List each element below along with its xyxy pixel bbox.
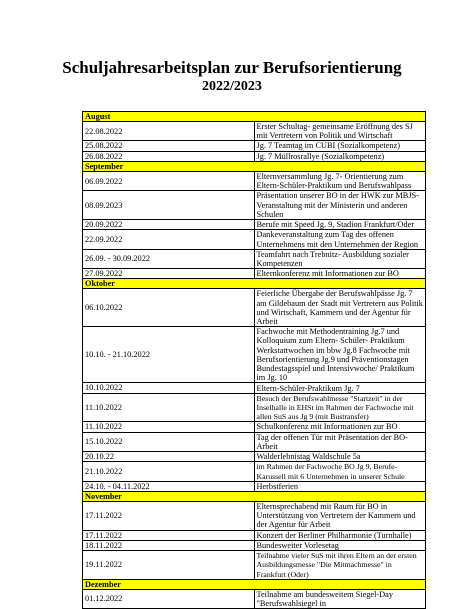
table-row — [83, 422, 426, 432]
table-row — [83, 269, 426, 279]
event-date: 18.11.2022 — [83, 540, 255, 550]
month-header-row — [83, 492, 426, 502]
event-date: 08.09.2023 — [83, 191, 255, 220]
event-date: 17.11.2022 — [83, 502, 255, 531]
table-row — [83, 122, 426, 141]
event-description: Präsentation unserer BO in der HWK zur MBJS- Veranstaltung mit der Ministerin und anderen Schulen — [254, 191, 426, 220]
table-row — [83, 452, 426, 462]
event-description: Walderlebnistag Waldschule 5a — [254, 452, 426, 462]
event-description: im Rahmen der Fachwoche BO Jg 9, Berufe-Karussell mit 6 Unternehmen in unserer Schule — [254, 462, 426, 481]
month-name: September — [83, 162, 426, 172]
month-name: November — [83, 492, 426, 502]
event-date: 26.09. - 30.09.2022 — [83, 249, 255, 268]
event-description: Jg. 7 Müllrosrallye (Sozialkompetenz) — [254, 151, 426, 161]
event-description: Jg. 7 Teamtag im CUBI (Sozialkompetenz) — [254, 141, 426, 151]
event-date: 20.09.2022 — [83, 220, 255, 230]
table-row — [83, 432, 426, 451]
event-description: Herbstferien — [254, 481, 426, 491]
event-date: 06.10.2022 — [83, 289, 255, 327]
table-row — [83, 540, 426, 550]
event-date: 10.10.2022 — [83, 383, 255, 393]
table-row — [83, 151, 426, 161]
event-date: 27.09.2022 — [83, 269, 255, 279]
event-description: Elternsprechabend mit Raum für BO in Unterstützung von Vertretern der Kammern und der Agentur für Arbeit — [254, 502, 426, 531]
event-date: 10.10. - 21.10.2022 — [83, 327, 255, 383]
event-description: Elternkonferenz mit Informationen zur BO — [254, 269, 426, 279]
month-header-row — [83, 579, 426, 589]
event-description: Teilnahme am bundesweitem Siegel-Day "Berufswahlsiegel in — [254, 589, 426, 608]
event-date: 22.09.2022 — [83, 230, 255, 249]
event-date: 11.10.2022 — [83, 422, 255, 432]
table-row — [83, 551, 426, 580]
event-description: Teilnahme vieler SuS mit ihren Eltern an der ersten Ausbildungsmesse "Die Mitmachmesse" in Frankfurt (Oder) — [254, 551, 426, 580]
month-name: Oktober — [83, 279, 426, 289]
event-date: 11.10.2022 — [83, 393, 255, 422]
page-subtitle: 2022/2023 — [202, 79, 262, 94]
event-description: Dankeveranstaltung zum Tag des offenen Unternehmens mit den Unternehmen der Region — [254, 230, 426, 249]
event-description: Elternversammlung Jg. 7- Orientierung zum Eltern-Schüler-Praktikum und Berufswahlpass — [254, 172, 426, 191]
schedule-table — [82, 111, 426, 609]
event-description: Tag der offenen Tür mit Präsentation der BO-Arbeit — [254, 432, 426, 451]
table-row — [83, 141, 426, 151]
event-description: Teamfahrt nach Trebnitz- Ausbildung sozialer Kompetenzen — [254, 249, 426, 268]
event-date: 21.10.2022 — [83, 462, 255, 481]
table-row — [83, 220, 426, 230]
event-date: 17.11.2022 — [83, 530, 255, 540]
event-description: Feierliche Übergabe der Berufswahlpässe Jg. 7 am Gildebaum der Stadt mit Vertretern aus Politik und Wirtschaft, Kammern und der Agentur für Arbeit — [254, 289, 426, 327]
table-row — [83, 393, 426, 422]
table-row — [83, 191, 426, 220]
event-date: 25.08.2022 — [83, 141, 255, 151]
table-row — [83, 230, 426, 249]
page-title: Schuljahresarbeitsplan zur Berufsorientierung — [62, 58, 402, 77]
event-description: Fachwoche mit Methodentraining Jg.7 und Kolloquium zum Eltern- Schüler- Praktikum Werkstattwochen im bbw Jg.8 Fachwoche mit Berufsorientierung Jg.9 und Präventionstagen Bundestagsspiel und Intensivwoche/ Praktikum im Jg. 10 — [254, 327, 426, 383]
event-date: 01.12.2022 — [83, 589, 255, 608]
event-description: Schulkonferenz mit Informationen zur BO — [254, 422, 426, 432]
event-date: 24.10. - 04.11.2022 — [83, 481, 255, 491]
event-description: Berufe mit Speed Jg. 9, Stadion Frankfurt/Oder — [254, 220, 426, 230]
table-row — [83, 462, 426, 481]
table-row — [83, 589, 426, 608]
table-row — [83, 289, 426, 327]
event-date: 15.10.2022 — [83, 432, 255, 451]
event-date: 06.09.2022 — [83, 172, 255, 191]
table-row — [83, 481, 426, 491]
event-description: Besuch der Berufswahlmesse "Startzeit" in der Inselhalle in EHSt im Rahmen der Fachwoche mit allen SuS aus Jg 9 (mit Bustransfer) — [254, 393, 426, 422]
event-description: Bundesweiter Vorlesetag — [254, 540, 426, 550]
event-description: Konzert der Berliner Philharmonie (Turnhalle) — [254, 530, 426, 540]
month-header-row — [83, 112, 426, 122]
month-name: Dezember — [83, 579, 426, 589]
table-row — [83, 327, 426, 383]
event-date: 22.08.2022 — [83, 122, 255, 141]
table-row — [83, 502, 426, 531]
schedule-table-body — [83, 112, 426, 609]
event-date: 20.10.22 — [83, 452, 255, 462]
event-date: 19.11.2022 — [83, 551, 255, 580]
table-row — [83, 249, 426, 268]
table-row — [83, 172, 426, 191]
table-row — [83, 383, 426, 393]
event-date: 26.08.2022 — [83, 151, 255, 161]
event-description: Eltern-Schüler-Praktikum Jg. 7 — [254, 383, 426, 393]
month-name: August — [83, 112, 426, 122]
month-header-row — [83, 162, 426, 172]
event-description: Erster Schultag- gemeinsame Eröffnung des SJ mit Vertretern von Politik und Wirtschaft — [254, 122, 426, 141]
table-row — [83, 530, 426, 540]
month-header-row — [83, 279, 426, 289]
